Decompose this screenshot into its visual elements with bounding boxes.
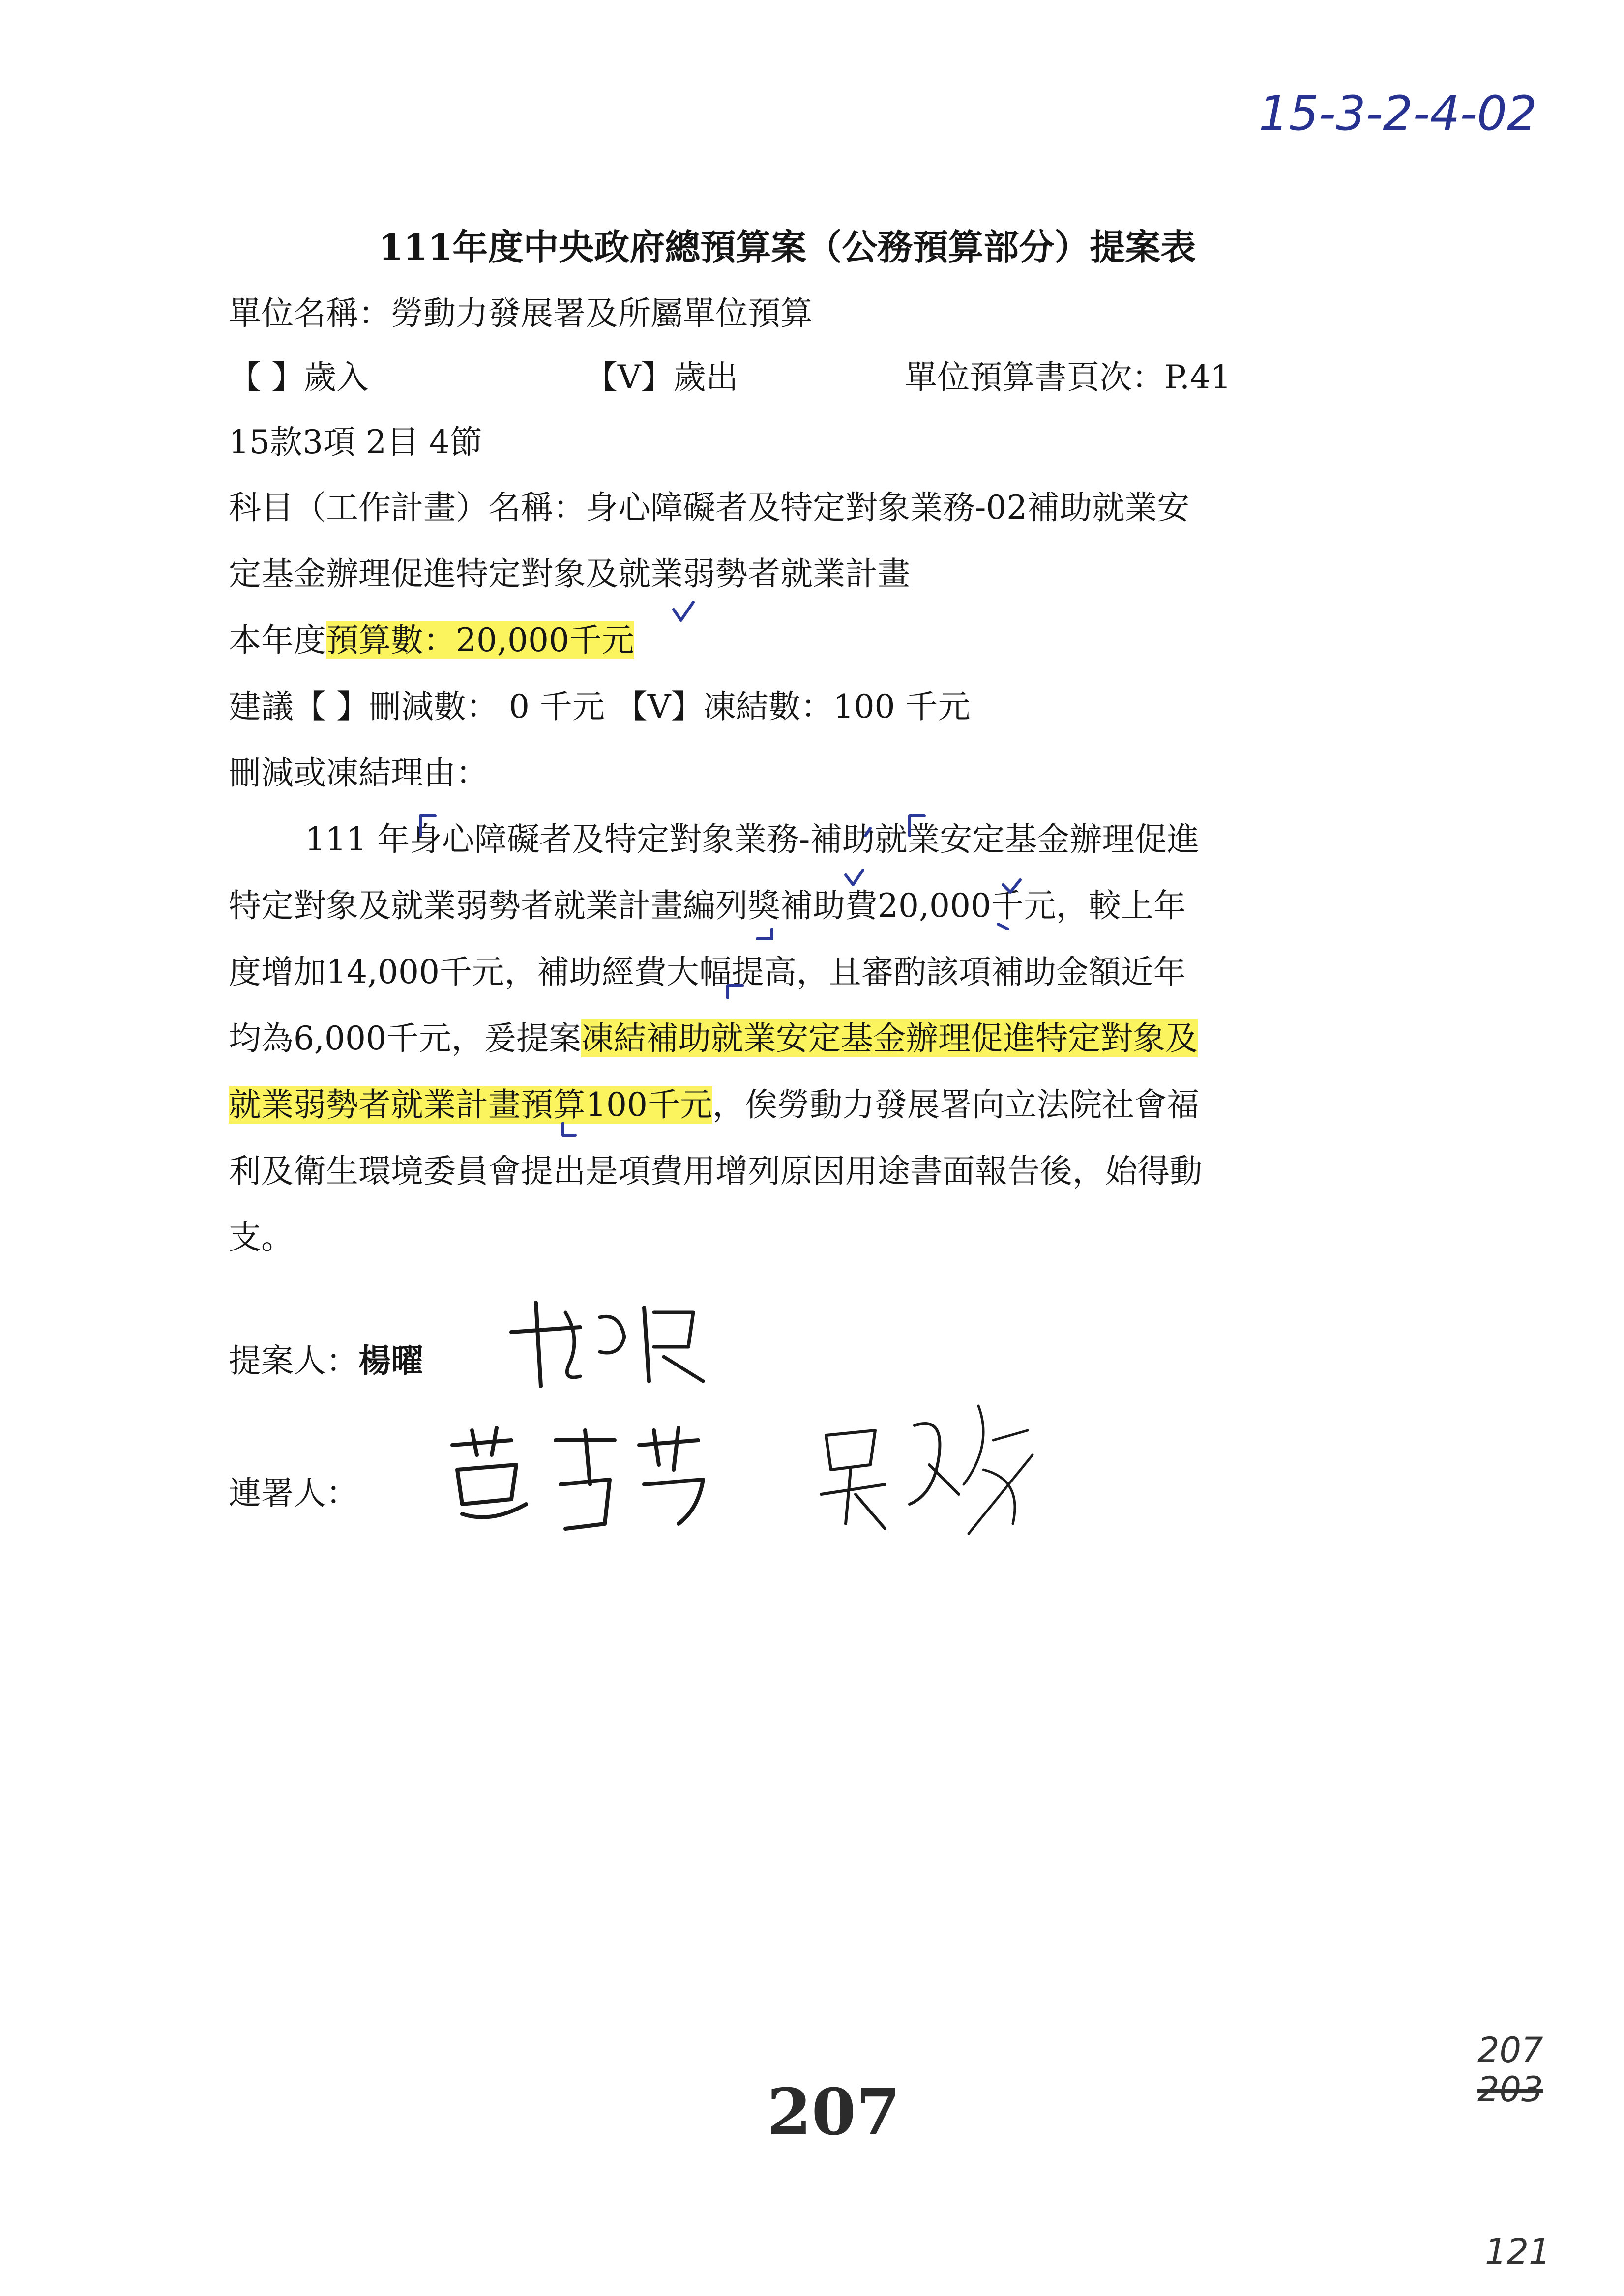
reason-line-4-plain: 均為6,000千元，爰提案 xyxy=(229,1019,581,1057)
proposer-label: 提案人： xyxy=(229,1342,358,1380)
reason-line-5-plain: ，俟勞動力發展署向立法院社會福 xyxy=(712,1086,1199,1124)
budget-prefix: 本年度 xyxy=(229,621,326,659)
corner-mark: 121 xyxy=(1485,2232,1551,2272)
subject-line-2: 定基金辦理促進特定對象及就業弱勢者就業計畫 xyxy=(229,555,910,593)
corner-page-note-struck: 203 xyxy=(1477,2069,1543,2110)
budget-amount-highlighted: 預算數：20,000千元 xyxy=(326,621,634,659)
document-title: 111年度中央政府總預算案（公務預算部分）提案表 xyxy=(379,226,1196,268)
cosigner-label: 連署人： xyxy=(229,1474,358,1512)
subject-line-1: 科目（工作計畫）名稱：身心障礙者及特定對象業務-02補助就業安 xyxy=(229,489,1190,526)
reason-line-1: 111 年身心障礙者及特定對象業務-補助就業安定基金辦理促進 xyxy=(305,820,1200,858)
reason-line-4-highlighted: 凍結補助就業安定基金辦理促進特定對象及 xyxy=(581,1019,1198,1057)
reason-line-5-highlighted: 就業弱勢者就業計畫預算100千元 xyxy=(229,1086,712,1124)
cosigner-signature-2 xyxy=(816,1396,1037,1543)
unit-name: 單位名稱：勞動力發展署及所屬單位預算 xyxy=(229,294,813,332)
reason-line-3: 度增加14,000千元，補助經費大幅提高，且審酌該項補助金額近年 xyxy=(229,953,1186,991)
expense-checkbox: 【V】歲出 xyxy=(585,358,738,396)
page-number: 207 xyxy=(767,2074,901,2150)
revenue-checkbox: 【 】歲入 xyxy=(229,358,369,396)
proposer-name: 楊曜 xyxy=(358,1341,423,1380)
cosigner-signature-1 xyxy=(443,1425,718,1539)
suggestion-line: 建議【 】刪減數： 0 千元 【V】凍結數：100 千元 xyxy=(229,688,971,726)
reason-line-6: 利及衛生環境委員會提出是項費用增列原因用途書面報告後，始得動 xyxy=(229,1152,1202,1190)
handwritten-reference-number: 15-3-2-4-02 xyxy=(1259,86,1537,141)
budget-page-reference: 單位預算書頁次：P.41 xyxy=(905,358,1231,396)
reason-label: 刪減或凍結理由： xyxy=(229,754,488,792)
corner-page-note: 207 xyxy=(1477,2030,1543,2070)
reason-line-2: 特定對象及就業弱勢者就業計畫編列獎補助費20,000千元，較上年 xyxy=(229,887,1186,925)
proposer-line xyxy=(229,1337,423,1385)
proposer-signature xyxy=(506,1293,713,1391)
reason-line-7: 支。 xyxy=(229,1219,294,1256)
budget-section: 15款3項 2目 4節 xyxy=(229,423,482,461)
